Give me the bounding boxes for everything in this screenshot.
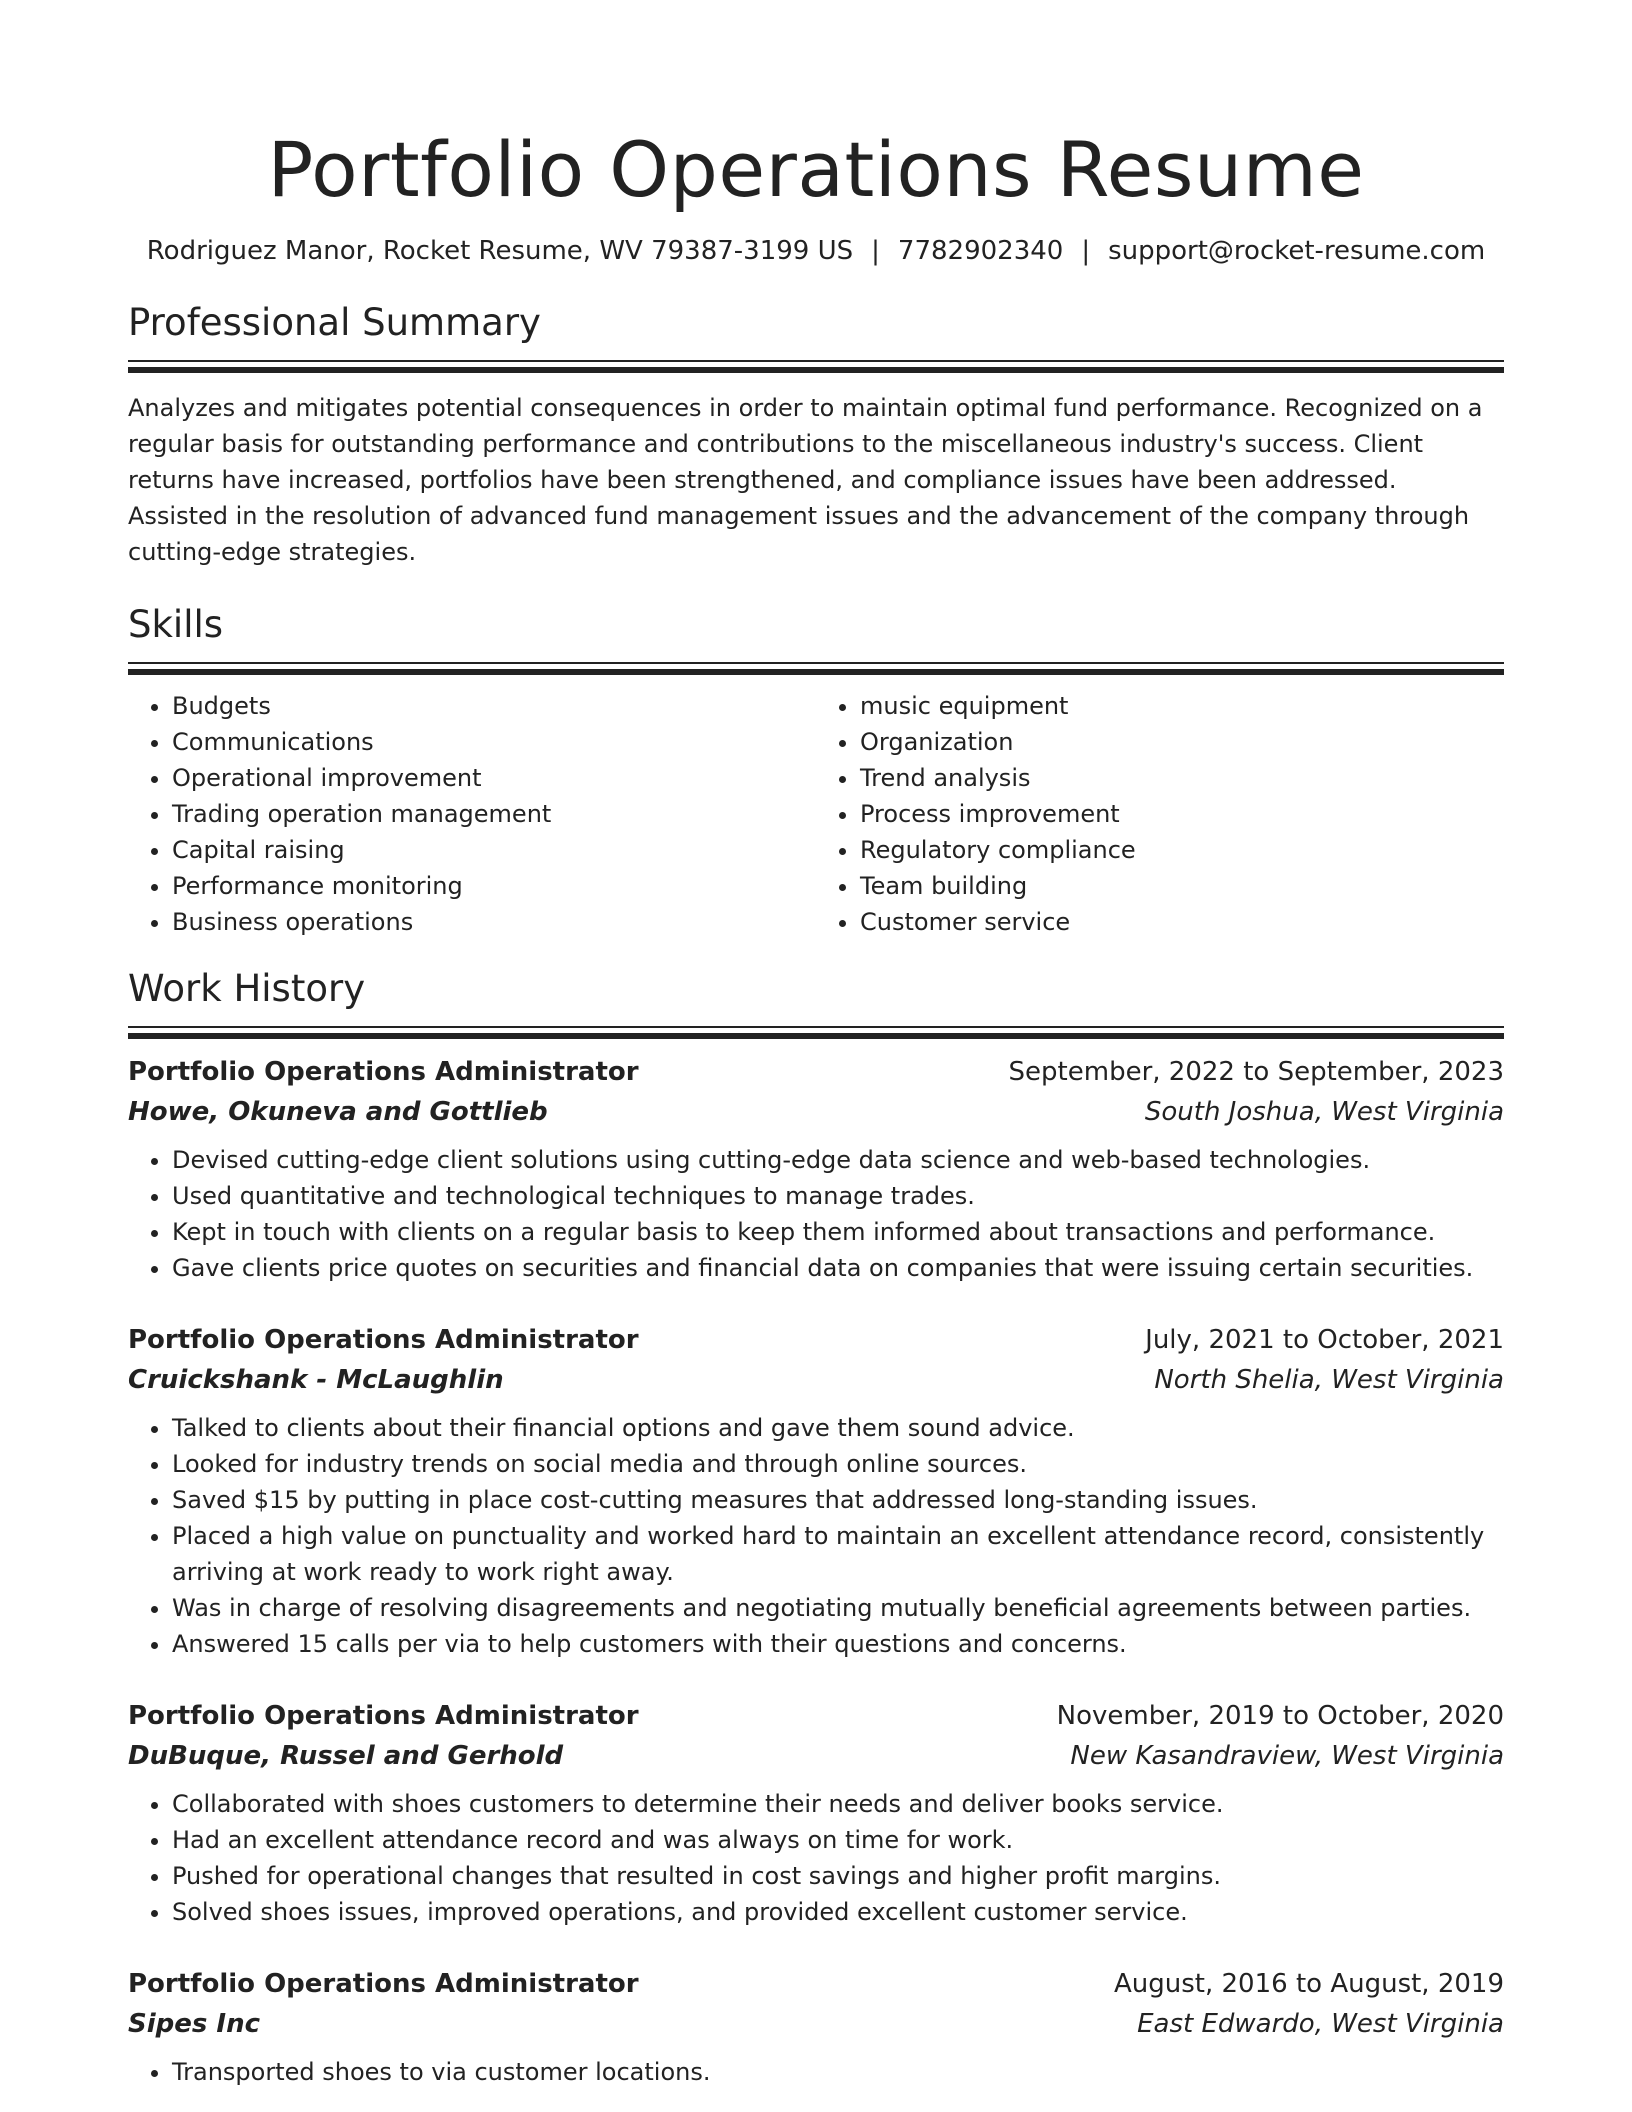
- summary-text: Analyzes and mitigates potential consequences in order to maintain optimal fund performance. Recognized on a regular basis for outstanding performance and contributions to the miscellaneous industry's success. Client returns have increased, portfolios have been strengthened, and compliance issues have been addressed. Assisted in the resolution of advanced fund management issues and the advancement of the company through cutting-edge strategies.: [128, 394, 1483, 566]
- job-title: Portfolio Operations Administrator: [128, 1701, 639, 1731]
- job-bullets: [128, 1410, 1504, 1662]
- job-bullet: • Devised cutting-edge client solutions using cutting-edge data science and web-based technologies.: [172, 1142, 1504, 1178]
- contact-separator: |: [1081, 236, 1091, 266]
- skill-item: • Operational improvement: [172, 760, 816, 796]
- job-bullet: • Pushed for operational changes that resulted in cost savings and higher profit margins.: [172, 1858, 1504, 1894]
- contact-line: [128, 234, 1504, 268]
- job-bullet: • Collaborated with shoes customers to determine their needs and deliver books service.: [172, 1786, 1504, 1822]
- job-bullet: • Was in charge of resolving disagreements and negotiating mutually beneficial agreements between parties.: [172, 1590, 1504, 1626]
- job-entry: [128, 1320, 1504, 1662]
- job-location: South Joshua, West Virginia: [1144, 1097, 1504, 1127]
- job-bullet: • Kept in touch with clients on a regular basis to keep them informed about transactions and performance.: [172, 1214, 1504, 1250]
- job-bullet: • Had an excellent attendance record and was always on time for work.: [172, 1822, 1504, 1858]
- page-title: Portfolio Operations Resume: [267, 125, 1365, 214]
- job-location: North Shelia, West Virginia: [1154, 1365, 1504, 1395]
- work-history-heading: Work History: [128, 967, 366, 1010]
- job-bullet: • Solved shoes issues, improved operations, and provided excellent customer service.: [172, 1894, 1504, 1930]
- job-title: Portfolio Operations Administrator: [128, 1325, 639, 1355]
- job-bullet: • Saved $15 by putting in place cost-cutting measures that addressed long-standing issues.: [172, 1482, 1504, 1518]
- skill-item: • Regulatory compliance: [860, 832, 1504, 868]
- job-entry: [128, 1696, 1504, 1930]
- job-location: East Edwardo, West Virginia: [1137, 2009, 1504, 2039]
- job-dates: August, 2016 to August, 2019: [1114, 1969, 1504, 1999]
- job-bullets: [128, 1786, 1504, 1930]
- summary-heading: Professional Summary: [128, 301, 541, 344]
- skill-item: • Capital raising: [172, 832, 816, 868]
- summary-section: [128, 300, 1504, 570]
- skills-columns: [128, 688, 1504, 940]
- contact-email: support@rocket-resume.com: [1108, 236, 1486, 266]
- skill-item: • Communications: [172, 724, 816, 760]
- skill-item: • Team building: [860, 868, 1504, 904]
- job-company: Cruickshank - McLaughlin: [128, 1365, 504, 1395]
- job-entry: [128, 1964, 1504, 2090]
- job-company: Sipes Inc: [128, 2009, 261, 2039]
- skills-heading: Skills: [128, 603, 224, 646]
- job-bullet: • Used quantitative and technological techniques to manage trades.: [172, 1178, 1504, 1214]
- skill-item: • Process improvement: [860, 796, 1504, 832]
- skills-list-right: [816, 688, 1504, 940]
- job-location: New Kasandraview, West Virginia: [1070, 1741, 1504, 1771]
- skill-item: • Organization: [860, 724, 1504, 760]
- job-bullets: [128, 1142, 1504, 1286]
- job-bullet: • Placed a high value on punctuality and worked hard to maintain an excellent attendance record, consistently arriving at work ready to work right away.: [172, 1518, 1504, 1590]
- skill-item: • Customer service: [860, 904, 1504, 940]
- skills-section: [128, 602, 1504, 940]
- job-bullet: • Looked for industry trends on social media and through online sources.: [172, 1446, 1504, 1482]
- section-divider: [128, 360, 1504, 372]
- contact-address: Rodriguez Manor, Rocket Resume, WV 79387-3199 US: [146, 236, 854, 266]
- job-title: Portfolio Operations Administrator: [128, 1057, 639, 1087]
- job-company: DuBuque, Russel and Gerhold: [128, 1741, 564, 1771]
- section-divider: [128, 1026, 1504, 1038]
- job-bullet: • Gave clients price quotes on securities and financial data on companies that were issuing certain securities.: [172, 1250, 1504, 1286]
- job-dates: July, 2021 to October, 2021: [1145, 1325, 1504, 1355]
- work-history-section: [128, 966, 1504, 2090]
- skill-item: • Budgets: [172, 688, 816, 724]
- job-title: Portfolio Operations Administrator: [128, 1969, 639, 1999]
- job-bullets: [128, 2054, 1504, 2090]
- job-bullet: • Transported shoes to via customer locations.: [172, 2054, 1504, 2090]
- job-bullet: • Talked to clients about their financial options and gave them sound advice.: [172, 1410, 1504, 1446]
- contact-phone: 7782902340: [897, 236, 1064, 266]
- resume-page: [128, 0, 1504, 2090]
- job-bullet: • Answered 15 calls per via to help customers with their questions and concerns.: [172, 1626, 1504, 1662]
- contact-separator: |: [871, 236, 880, 266]
- section-divider: [128, 662, 1504, 674]
- skill-item: • music equipment: [860, 688, 1504, 724]
- skills-list-left: [128, 688, 816, 940]
- job-company: Howe, Okuneva and Gottlieb: [128, 1097, 548, 1127]
- job-dates: November, 2019 to October, 2020: [1056, 1701, 1504, 1731]
- job-entry: [128, 1052, 1504, 1286]
- skill-item: • Performance monitoring: [172, 868, 816, 904]
- job-dates: September, 2022 to September, 2023: [1008, 1057, 1504, 1087]
- skill-item: • Business operations: [172, 904, 816, 940]
- skill-item: • Trend analysis: [860, 760, 1504, 796]
- skill-item: • Trading operation management: [172, 796, 816, 832]
